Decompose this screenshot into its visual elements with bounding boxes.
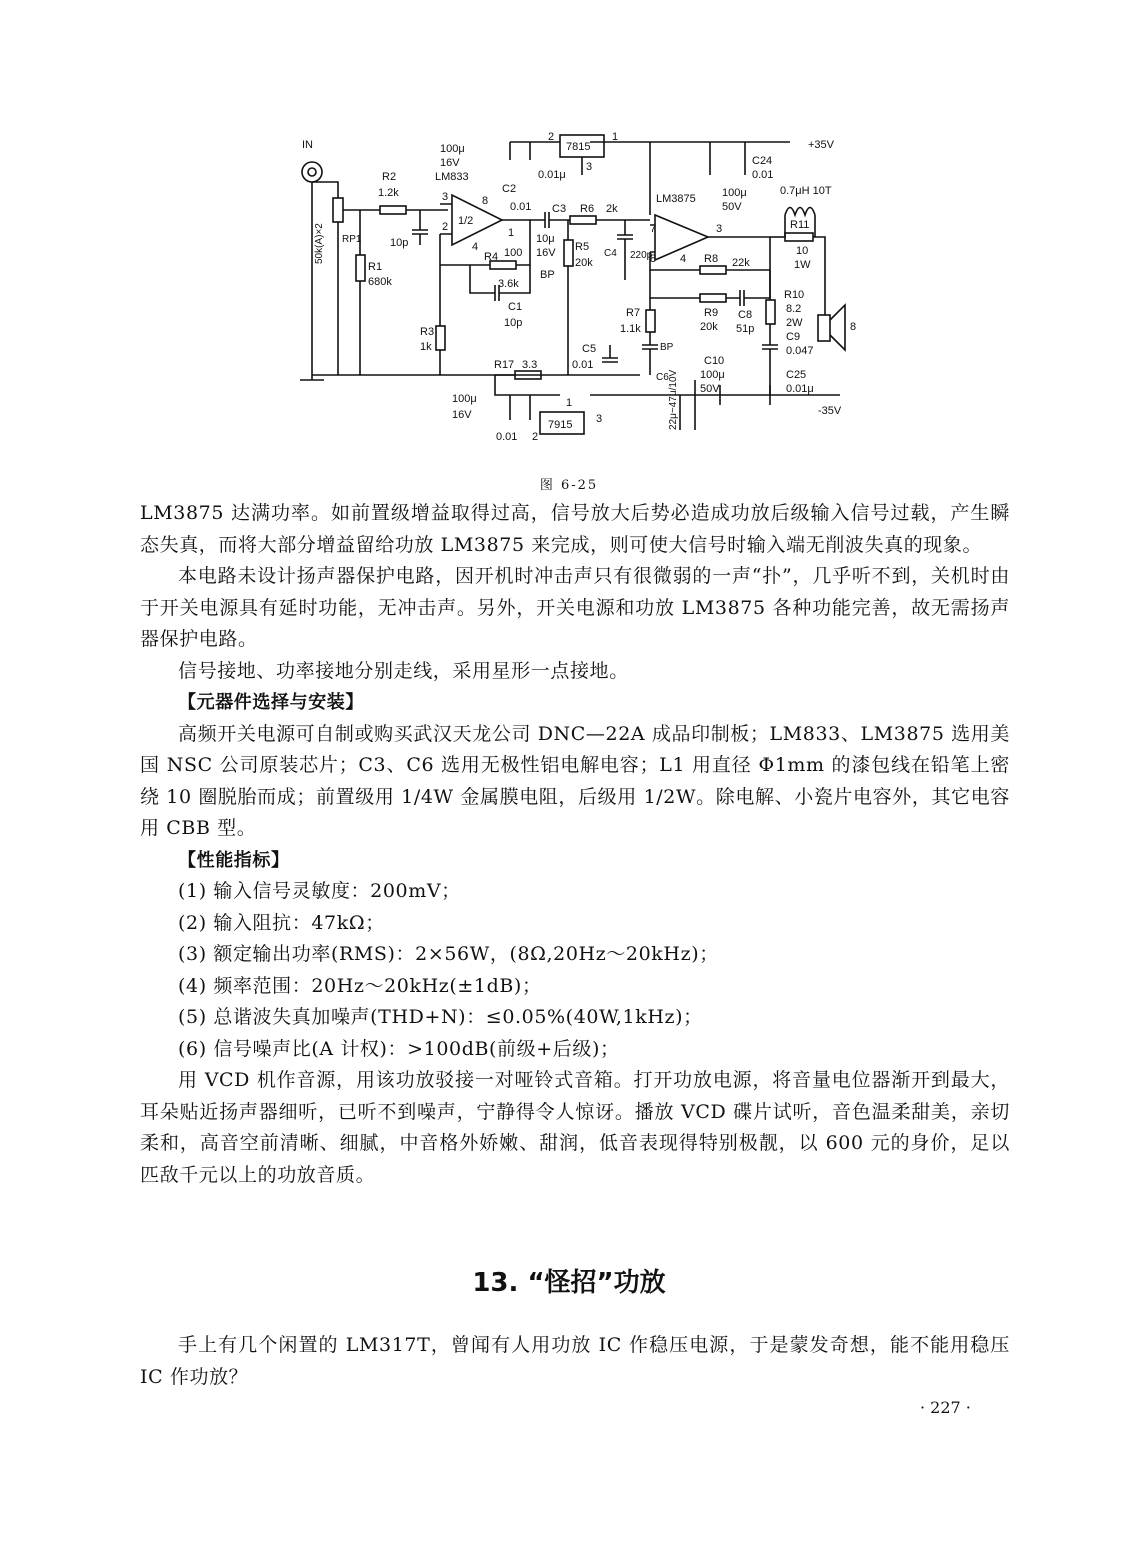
label-r11: R11: [790, 219, 810, 231]
intro-block: [140, 1330, 1010, 1393]
label-p3: 3: [716, 223, 723, 235]
label-c8: C8: [738, 309, 753, 321]
spec-item: (2) 输入阻抗：47kΩ；: [178, 911, 385, 934]
label-r1-value: 680k: [368, 276, 392, 288]
label-c5: C5: [582, 343, 597, 355]
label-c1-value: 10p: [504, 317, 523, 329]
label-reg-top-p2: 2: [548, 131, 555, 143]
label-c2-value: 0.01: [510, 201, 532, 213]
label-reg-bot-p2: 2: [532, 431, 539, 443]
label-r8: R8: [704, 253, 719, 265]
label-pin3: 3: [442, 191, 449, 203]
label-reg-bot: 7915: [548, 419, 573, 431]
section-title: 13. “怪招”功放: [472, 1268, 666, 1298]
label-cap-top-r: 100μ: [722, 187, 747, 199]
label-c9-value: 0.047: [786, 345, 814, 357]
label-r10-w: 2W: [786, 317, 803, 329]
figure-caption: 图 6-25: [539, 478, 599, 493]
label-c24-value: 0.01: [752, 169, 774, 181]
intro-paragraph: 手上有几个闲置的 LM317T，曾闻有人用功放 IC 作稳压电源，于是蒙发奇想，能不能用稳压 IC 作功放？: [140, 1334, 1010, 1388]
label-c6: C6: [656, 372, 669, 383]
label-r10-value: 8.2: [786, 303, 802, 315]
label-p7: 7: [650, 223, 657, 235]
label-r5-value: 20k: [575, 257, 593, 269]
label-reg-top: 7815: [566, 141, 591, 153]
label-r11-value: 10: [796, 245, 809, 257]
label-r-100: 100: [504, 247, 523, 259]
label-c10-v: 50V: [700, 383, 720, 395]
spec-item: (3) 额定输出功率(RMS)：2×56W，(8Ω,20Hz～20kHz)；: [178, 943, 719, 965]
label-c3: C3: [552, 203, 567, 215]
label-c10: C10: [704, 355, 725, 367]
label-in: IN: [302, 139, 313, 151]
label-c25: C25: [786, 369, 807, 381]
spec-item: (6) 信号噪声比(A 计权)：>100dB(前级+后级)；: [178, 1037, 620, 1060]
paragraph-1: LM3875 达满功率。如前置级增益取得过高，信号放大后势必造成功放后级输入信号过载，产生瞬态失真，而将大部分增益留给功放 LM3875 来完成，则可使大信号时输入端无削波失真的现象。: [140, 502, 1010, 556]
label-r6: R6: [580, 203, 595, 215]
label-rp1: RP1: [342, 234, 362, 245]
label-r5: R5: [575, 241, 590, 253]
label-r3: R3: [420, 326, 435, 338]
label-reg-bot-p1: 1: [566, 397, 573, 409]
label-r6-value: 2k: [606, 203, 618, 215]
label-cap-top-r-v: 50V: [722, 201, 742, 213]
label-c4-value: 220p: [630, 250, 653, 261]
label-r7: R7: [626, 307, 641, 319]
label-c-top: 0.01μ: [538, 169, 566, 181]
label-reg-top-p1: 1: [612, 131, 619, 143]
section-heading-components: 【元器件选择与安装】: [178, 692, 364, 713]
label-reg-top-p3: 3: [586, 161, 593, 173]
page-number: · 227 ·: [920, 1398, 971, 1417]
label-c9: C9: [786, 331, 801, 343]
label-p8: 8: [650, 253, 657, 265]
label-r17-value: 3.3: [522, 359, 538, 371]
label-lm3875: LM3875: [656, 193, 696, 205]
label-spk: 8: [850, 321, 857, 333]
label-r9-value: 20k: [700, 321, 718, 333]
label-c25-value: 0.01μ: [786, 383, 814, 395]
label-r4-value: 3.6k: [498, 278, 519, 290]
label-c24: C24: [752, 155, 773, 167]
label-half: 1/2: [458, 215, 474, 227]
label-lm833-v: 16V: [440, 157, 460, 169]
label-pin8: 8: [482, 195, 489, 207]
label-r4: R4: [484, 251, 499, 263]
label-10p: 10p: [390, 237, 409, 249]
label-r7-value: 1.1k: [620, 323, 641, 335]
label-r17: R17: [494, 359, 515, 371]
spec-item: (1) 输入信号灵敏度：200mV；: [178, 880, 461, 902]
label-reg-bot-p3: 3: [596, 413, 603, 425]
label-r1: R1: [368, 261, 383, 273]
label-c-bot: 0.01: [496, 431, 518, 443]
label-c3-value: 10μ: [536, 233, 555, 245]
label-r9: R9: [704, 307, 719, 319]
label-pin1: 1: [508, 227, 515, 239]
label-r2-value: 1.2k: [378, 187, 399, 199]
label-pin2: 2: [442, 221, 449, 233]
paragraph-3: 信号接地、功率接地分别走线，采用星形一点接地。: [178, 659, 629, 682]
label-c5-value: 0.01: [572, 359, 594, 371]
components-text: 高频开关电源可自制或购买武汉天龙公司 DNC—22A 成品印制板；LM833、LM3875 选用美国 NSC 公司原装芯片；C3、C6 选用无极性铝电解电容；L1 用直径 Φ1mm 的漆包线在铅笔上密绕 10 圈脱胎而成；前置级用 1/4W 金属膜电阻，后级用 1/2W。除电解、小瓷片电容外，其它电容用 CBB 型。: [140, 722, 1010, 839]
label-c1: C1: [508, 301, 523, 313]
label-r8-value: 22k: [732, 257, 750, 269]
label-lm833-cap: 100μ: [440, 143, 465, 155]
label-p4: 4: [680, 253, 687, 265]
label-lm833: LM833: [435, 171, 469, 183]
label-r2: R2: [382, 171, 397, 183]
label-c2: C2: [502, 183, 517, 195]
label-minus35: -35V: [818, 405, 842, 417]
label-r10: R10: [784, 289, 805, 301]
paragraph-2: 本电路未设计扬声器保护电路，因开机时冲击声只有很微弱的一声“扑”，几乎听不到，关机时由于开关电源具有延时功能，无冲击声。另外，开关电源和功放 LM3875 各种功能完善，故无需扬声器保护电路。: [140, 565, 1010, 650]
spec-item: (5) 总谐波失真加噪声(THD+N)：≤0.05%(40W,1kHz)；: [178, 1006, 703, 1028]
body-text: [140, 498, 1010, 1191]
label-r11-w: 1W: [794, 259, 811, 271]
spec-item: (4) 频率范围：20Hz～20kHz(±1dB)；: [178, 974, 542, 997]
label-cap-bot-v: 16V: [452, 409, 472, 421]
label-l1: 0.7μH 10T: [780, 185, 832, 197]
label-c8-value: 51p: [736, 323, 755, 335]
label-c3-bp: BP: [540, 269, 555, 281]
label-c3-v: 16V: [536, 247, 556, 259]
label-c6-value: 22μ~47μ/10V: [668, 369, 679, 430]
label-r3-value: 1k: [420, 341, 432, 353]
closing-paragraph: 用 VCD 机作音源，用该功放驳接一对哑铃式音箱。打开功放电源，将音量电位器渐开到最大，耳朵贴近扬声器细听，已听不到噪声，宁静得令人惊讶。播放 VCD 碟片试听，音色温柔甜美，亲切柔和，高音空前清晰、细腻，中音格外娇嫩、甜润，低音表现得特别极靓，以 600 元的身价，足以匹敌千元以上的功放音质。: [140, 1069, 1010, 1186]
amplifier-circuit-schematic: [290, 130, 870, 470]
label-cap-bot: 100μ: [452, 393, 477, 405]
section-heading-specs: 【性能指标】: [178, 849, 290, 871]
label-plus35: +35V: [808, 139, 834, 151]
label-c4: C4: [604, 248, 617, 259]
label-pin4: 4: [472, 241, 479, 253]
label-c6-bp: BP: [660, 342, 674, 353]
label-c10-value: 100μ: [700, 369, 725, 381]
label-rp1-value: 50k(A)×2: [314, 223, 325, 264]
